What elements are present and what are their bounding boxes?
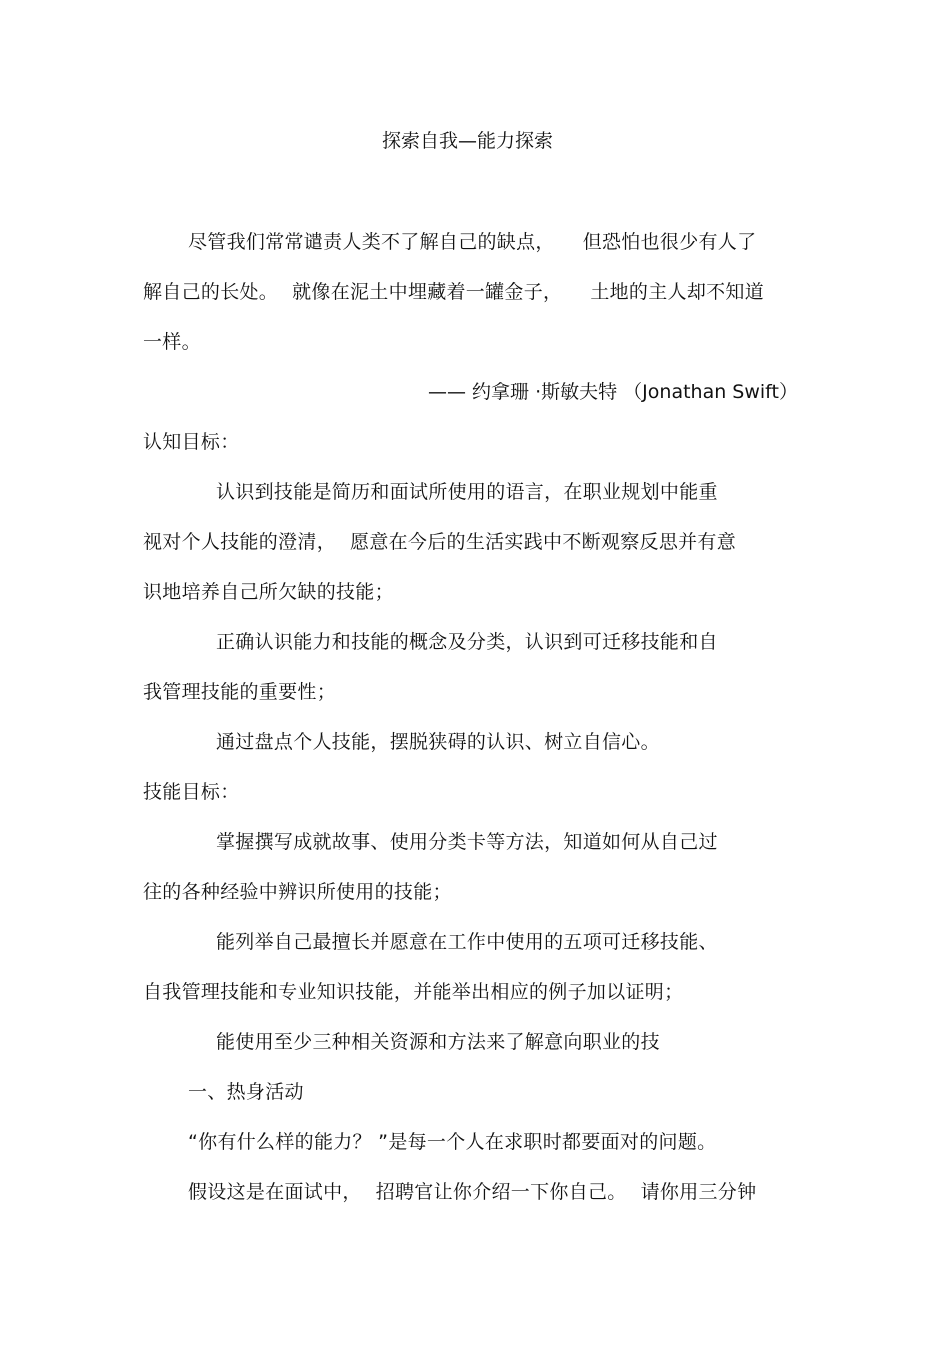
quote-text: 就像在泥土中埋藏着一罐金子， (292, 281, 563, 303)
cognitive-p2-line-1: 正确认识能力和技能的概念及分类，认识到可迁移技能和自 (216, 631, 718, 653)
quote-text: 但恐怕也很少有人了 (582, 231, 757, 253)
cognitive-p1-line-1: 认识到技能是简历和面试所使用的语言，在职业规划中能重 (216, 481, 718, 503)
body-text: 假设这是在面试中， (188, 1181, 362, 1203)
cognitive-p3-line-1: 通过盘点个人技能，摆脱狭碍的认识、树立自信心。 (216, 731, 660, 753)
skill-p2-line-1: 能列举自己最擅长并愿意在工作中使用的五项可迁移技能、 (216, 931, 718, 953)
quote-text: 解自己的长处。 (143, 281, 279, 303)
quote-line-1 (188, 229, 756, 255)
quote-line-3: 一样。 (143, 331, 201, 353)
skill-heading: 技能目标： (143, 781, 240, 803)
body-text: 视对个人技能的澄清， (143, 531, 337, 553)
quote-text: 尽管我们常常谴责人类不了解自己的缺点， (188, 231, 555, 253)
body-text: 招聘官让你介绍一下你自己。 (375, 1181, 627, 1203)
skill-p1-line-1: 掌握撰写成就故事、使用分类卡等方法，知道如何从自己过 (216, 831, 718, 853)
cognitive-p2-line-2: 我管理技能的重要性； (143, 681, 337, 703)
body-text: 愿意在今后的生活实践中不断观察反思并有意 (350, 531, 737, 553)
cognitive-heading: 认知目标： (143, 431, 240, 453)
section1-heading: 一、热身活动 (188, 1081, 304, 1103)
section1-line-1: “你有什么样的能力？ ”是每一个人在求职时都要面对的问题。 (188, 1131, 717, 1153)
section1-line-2 (188, 1179, 756, 1205)
cognitive-p1-line-3: 识地培养自己所欠缺的技能； (143, 581, 394, 603)
quote-text: 土地的主人却不知道 (590, 281, 765, 303)
quote-line-2 (143, 279, 764, 305)
skill-p2-line-2: 自我管理技能和专业知识技能，并能举出相应的例子加以证明； (143, 981, 684, 1003)
body-text: 请你用三分钟 (640, 1181, 757, 1203)
cognitive-p1-line-2 (143, 529, 736, 555)
skill-p1-line-2: 往的各种经验中辨识所使用的技能； (143, 881, 452, 903)
quote-author: —— 约拿珊 ·斯敏夫特 （Jonathan Swift） (428, 381, 798, 403)
skill-p3-line-1: 能使用至少三种相关资源和方法来了解意向职业的技 (216, 1031, 660, 1053)
page-title: 探索自我—能力探索 (381, 130, 553, 152)
